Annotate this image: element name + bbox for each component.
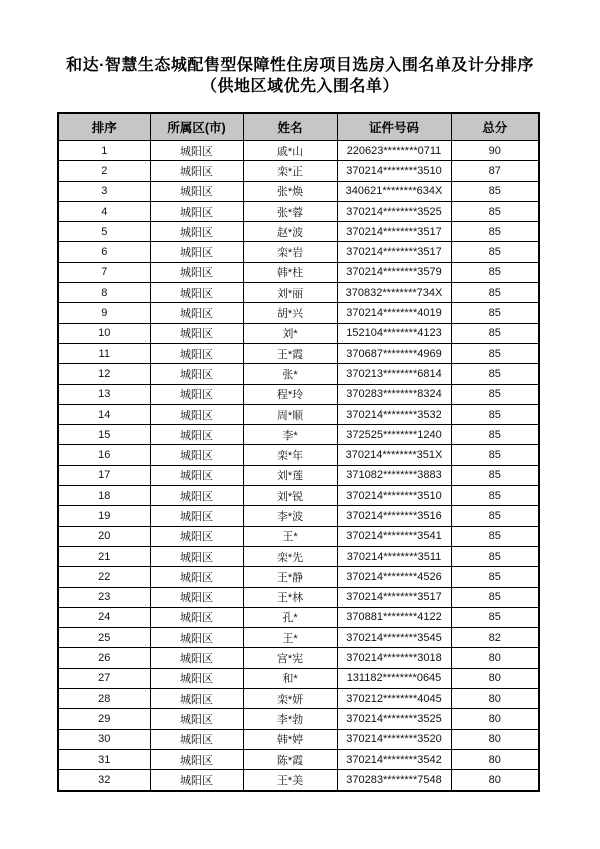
- cell-name: 刘*丽: [243, 283, 337, 303]
- cell-id-number: 340621********634X: [337, 181, 451, 201]
- table-row: [58, 242, 539, 262]
- cell-name: 孔*: [243, 607, 337, 627]
- cell-score: 80: [451, 648, 539, 668]
- table-row: [58, 587, 539, 607]
- cell-score: 85: [451, 587, 539, 607]
- cell-id-number: 370214********3517: [337, 587, 451, 607]
- cell-district: 城阳区: [150, 283, 243, 303]
- cell-rank: 4: [58, 201, 150, 221]
- cell-district: 城阳区: [150, 404, 243, 424]
- cell-score: 90: [451, 141, 539, 161]
- cell-district: 城阳区: [150, 161, 243, 181]
- cell-id-number: 370214********3532: [337, 404, 451, 424]
- cell-id-number: 131182********0645: [337, 668, 451, 688]
- cell-id-number: 372525********1240: [337, 425, 451, 445]
- cell-name: 韩*婷: [243, 729, 337, 749]
- table-row: [58, 465, 539, 485]
- cell-district: 城阳区: [150, 323, 243, 343]
- cell-name: 栾*先: [243, 546, 337, 566]
- cell-rank: 19: [58, 506, 150, 526]
- table-row: [58, 526, 539, 546]
- cell-rank: 1: [58, 141, 150, 161]
- cell-rank: 25: [58, 628, 150, 648]
- cell-id-number: 370214********3579: [337, 262, 451, 282]
- cell-score: 85: [451, 425, 539, 445]
- cell-name: 戚*山: [243, 141, 337, 161]
- cell-score: 85: [451, 445, 539, 465]
- cell-name: 李*勃: [243, 709, 337, 729]
- cell-id-number: 370214********3511: [337, 546, 451, 566]
- cell-district: 城阳区: [150, 181, 243, 201]
- cell-district: 城阳区: [150, 546, 243, 566]
- cell-score: 85: [451, 607, 539, 627]
- column-header-rank: 排序: [58, 113, 150, 141]
- table-row: [58, 689, 539, 709]
- cell-rank: 23: [58, 587, 150, 607]
- cell-name: 栾*正: [243, 161, 337, 181]
- cell-name: 栾*妍: [243, 689, 337, 709]
- cell-id-number: 370832********734X: [337, 283, 451, 303]
- cell-district: 城阳区: [150, 201, 243, 221]
- cell-district: 城阳区: [150, 526, 243, 546]
- cell-name: 刘*锐: [243, 486, 337, 506]
- cell-rank: 2: [58, 161, 150, 181]
- cell-rank: 17: [58, 465, 150, 485]
- cell-id-number: 370214********4019: [337, 303, 451, 323]
- cell-district: 城阳区: [150, 749, 243, 769]
- cell-id-number: 370214********4526: [337, 567, 451, 587]
- table-row: [58, 749, 539, 769]
- page-title-line1: 和达·智慧生态城配售型保障性住房项目选房入围名单及计分排序: [66, 57, 534, 74]
- cell-score: 85: [451, 262, 539, 282]
- cell-district: 城阳区: [150, 262, 243, 282]
- cell-district: 城阳区: [150, 770, 243, 791]
- cell-name: 赵*波: [243, 222, 337, 242]
- cell-name: 李*: [243, 425, 337, 445]
- cell-score: 82: [451, 628, 539, 648]
- cell-rank: 20: [58, 526, 150, 546]
- cell-id-number: 370214********3525: [337, 201, 451, 221]
- cell-score: 85: [451, 323, 539, 343]
- cell-id-number: 370214********3517: [337, 242, 451, 262]
- cell-id-number: 370214********3541: [337, 526, 451, 546]
- column-header-name: 姓名: [243, 113, 337, 141]
- cell-district: 城阳区: [150, 343, 243, 363]
- ranking-table: [57, 112, 540, 792]
- cell-district: 城阳区: [150, 242, 243, 262]
- cell-name: 刘*莲: [243, 465, 337, 485]
- table-row: [58, 181, 539, 201]
- cell-rank: 21: [58, 546, 150, 566]
- cell-score: 85: [451, 364, 539, 384]
- cell-rank: 8: [58, 283, 150, 303]
- cell-district: 城阳区: [150, 425, 243, 445]
- cell-district: 城阳区: [150, 628, 243, 648]
- table-row: [58, 161, 539, 181]
- cell-rank: 22: [58, 567, 150, 587]
- cell-name: 陈*霞: [243, 749, 337, 769]
- cell-id-number: 370213********6814: [337, 364, 451, 384]
- cell-score: 85: [451, 486, 539, 506]
- cell-rank: 12: [58, 364, 150, 384]
- cell-name: 栾*年: [243, 445, 337, 465]
- table-row: [58, 404, 539, 424]
- cell-district: 城阳区: [150, 729, 243, 749]
- cell-id-number: 220623********0711: [337, 141, 451, 161]
- cell-score: 85: [451, 567, 539, 587]
- cell-id-number: 370214********3018: [337, 648, 451, 668]
- table-row: [58, 141, 539, 161]
- cell-score: 85: [451, 404, 539, 424]
- cell-rank: 16: [58, 445, 150, 465]
- cell-score: 85: [451, 526, 539, 546]
- cell-district: 城阳区: [150, 689, 243, 709]
- cell-score: 80: [451, 729, 539, 749]
- column-header-score: 总分: [451, 113, 539, 141]
- cell-rank: 15: [58, 425, 150, 445]
- cell-score: 80: [451, 709, 539, 729]
- column-header-id-number: 证件号码: [337, 113, 451, 141]
- cell-score: 80: [451, 689, 539, 709]
- table-row: [58, 628, 539, 648]
- cell-rank: 28: [58, 689, 150, 709]
- cell-rank: 26: [58, 648, 150, 668]
- cell-district: 城阳区: [150, 486, 243, 506]
- cell-district: 城阳区: [150, 587, 243, 607]
- cell-district: 城阳区: [150, 465, 243, 485]
- cell-name: 张*焕: [243, 181, 337, 201]
- cell-district: 城阳区: [150, 384, 243, 404]
- cell-rank: 27: [58, 668, 150, 688]
- cell-id-number: 370214********3517: [337, 222, 451, 242]
- cell-rank: 13: [58, 384, 150, 404]
- cell-id-number: 370283********8324: [337, 384, 451, 404]
- cell-score: 85: [451, 506, 539, 526]
- table-row: [58, 283, 539, 303]
- table-row: [58, 222, 539, 242]
- table-row: [58, 567, 539, 587]
- cell-score: 85: [451, 242, 539, 262]
- cell-rank: 31: [58, 749, 150, 769]
- cell-score: 85: [451, 201, 539, 221]
- table-row: [58, 648, 539, 668]
- table-row: [58, 729, 539, 749]
- cell-name: 王*美: [243, 770, 337, 791]
- cell-district: 城阳区: [150, 303, 243, 323]
- cell-name: 韩*柱: [243, 262, 337, 282]
- cell-id-number: 152104********4123: [337, 323, 451, 343]
- cell-score: 85: [451, 222, 539, 242]
- cell-name: 周*顺: [243, 404, 337, 424]
- cell-rank: 30: [58, 729, 150, 749]
- cell-district: 城阳区: [150, 567, 243, 587]
- cell-name: 王*: [243, 628, 337, 648]
- cell-name: 王*林: [243, 587, 337, 607]
- cell-name: 王*静: [243, 567, 337, 587]
- cell-rank: 11: [58, 343, 150, 363]
- cell-name: 王*霞: [243, 343, 337, 363]
- cell-id-number: 370881********4122: [337, 607, 451, 627]
- cell-district: 城阳区: [150, 506, 243, 526]
- cell-score: 85: [451, 465, 539, 485]
- cell-district: 城阳区: [150, 445, 243, 465]
- cell-id-number: 370214********3510: [337, 486, 451, 506]
- table-row: [58, 201, 539, 221]
- cell-rank: 14: [58, 404, 150, 424]
- table-row: [58, 709, 539, 729]
- cell-id-number: 370212********4045: [337, 689, 451, 709]
- cell-name: 刘*: [243, 323, 337, 343]
- table-row: [58, 546, 539, 566]
- cell-score: 87: [451, 161, 539, 181]
- table-row: [58, 425, 539, 445]
- cell-name: 程*玲: [243, 384, 337, 404]
- cell-id-number: 370214********3516: [337, 506, 451, 526]
- cell-rank: 18: [58, 486, 150, 506]
- header-row: [58, 113, 539, 141]
- table-row: [58, 303, 539, 323]
- cell-district: 城阳区: [150, 222, 243, 242]
- cell-rank: 32: [58, 770, 150, 791]
- cell-id-number: 370687********4969: [337, 343, 451, 363]
- cell-rank: 9: [58, 303, 150, 323]
- cell-id-number: 370214********3525: [337, 709, 451, 729]
- cell-name: 宫*宪: [243, 648, 337, 668]
- cell-score: 85: [451, 546, 539, 566]
- cell-score: 85: [451, 283, 539, 303]
- cell-name: 李*波: [243, 506, 337, 526]
- table-row: [58, 323, 539, 343]
- cell-id-number: 370214********3542: [337, 749, 451, 769]
- cell-name: 栾*岩: [243, 242, 337, 262]
- page-title: [30, 55, 570, 97]
- table-row: [58, 384, 539, 404]
- cell-score: 80: [451, 668, 539, 688]
- table-row: [58, 506, 539, 526]
- table-row: [58, 262, 539, 282]
- table-row: [58, 343, 539, 363]
- cell-score: 85: [451, 384, 539, 404]
- cell-id-number: 370214********3520: [337, 729, 451, 749]
- table-row: [58, 445, 539, 465]
- cell-name: 和*: [243, 668, 337, 688]
- cell-name: 张*: [243, 364, 337, 384]
- cell-district: 城阳区: [150, 648, 243, 668]
- cell-district: 城阳区: [150, 709, 243, 729]
- cell-id-number: 370283********7548: [337, 770, 451, 791]
- cell-score: 80: [451, 770, 539, 791]
- cell-rank: 5: [58, 222, 150, 242]
- cell-district: 城阳区: [150, 607, 243, 627]
- cell-score: 85: [451, 343, 539, 363]
- page-title-line2: （供地区域优先入围名单）: [200, 78, 399, 95]
- cell-score: 85: [451, 303, 539, 323]
- cell-rank: 29: [58, 709, 150, 729]
- column-header-district: 所属区(市): [150, 113, 243, 141]
- cell-id-number: 370214********3510: [337, 161, 451, 181]
- cell-district: 城阳区: [150, 668, 243, 688]
- cell-rank: 3: [58, 181, 150, 201]
- cell-district: 城阳区: [150, 364, 243, 384]
- cell-name: 张*蓉: [243, 201, 337, 221]
- table-row: [58, 486, 539, 506]
- cell-rank: 7: [58, 262, 150, 282]
- cell-district: 城阳区: [150, 141, 243, 161]
- cell-score: 85: [451, 181, 539, 201]
- cell-rank: 6: [58, 242, 150, 262]
- cell-rank: 10: [58, 323, 150, 343]
- table-row: [58, 668, 539, 688]
- table-row: [58, 770, 539, 791]
- cell-id-number: 371082********3883: [337, 465, 451, 485]
- cell-id-number: 370214********3545: [337, 628, 451, 648]
- cell-id-number: 370214********351X: [337, 445, 451, 465]
- cell-name: 胡*兴: [243, 303, 337, 323]
- cell-score: 80: [451, 749, 539, 769]
- table-row: [58, 364, 539, 384]
- cell-rank: 24: [58, 607, 150, 627]
- table-row: [58, 607, 539, 627]
- cell-name: 王*: [243, 526, 337, 546]
